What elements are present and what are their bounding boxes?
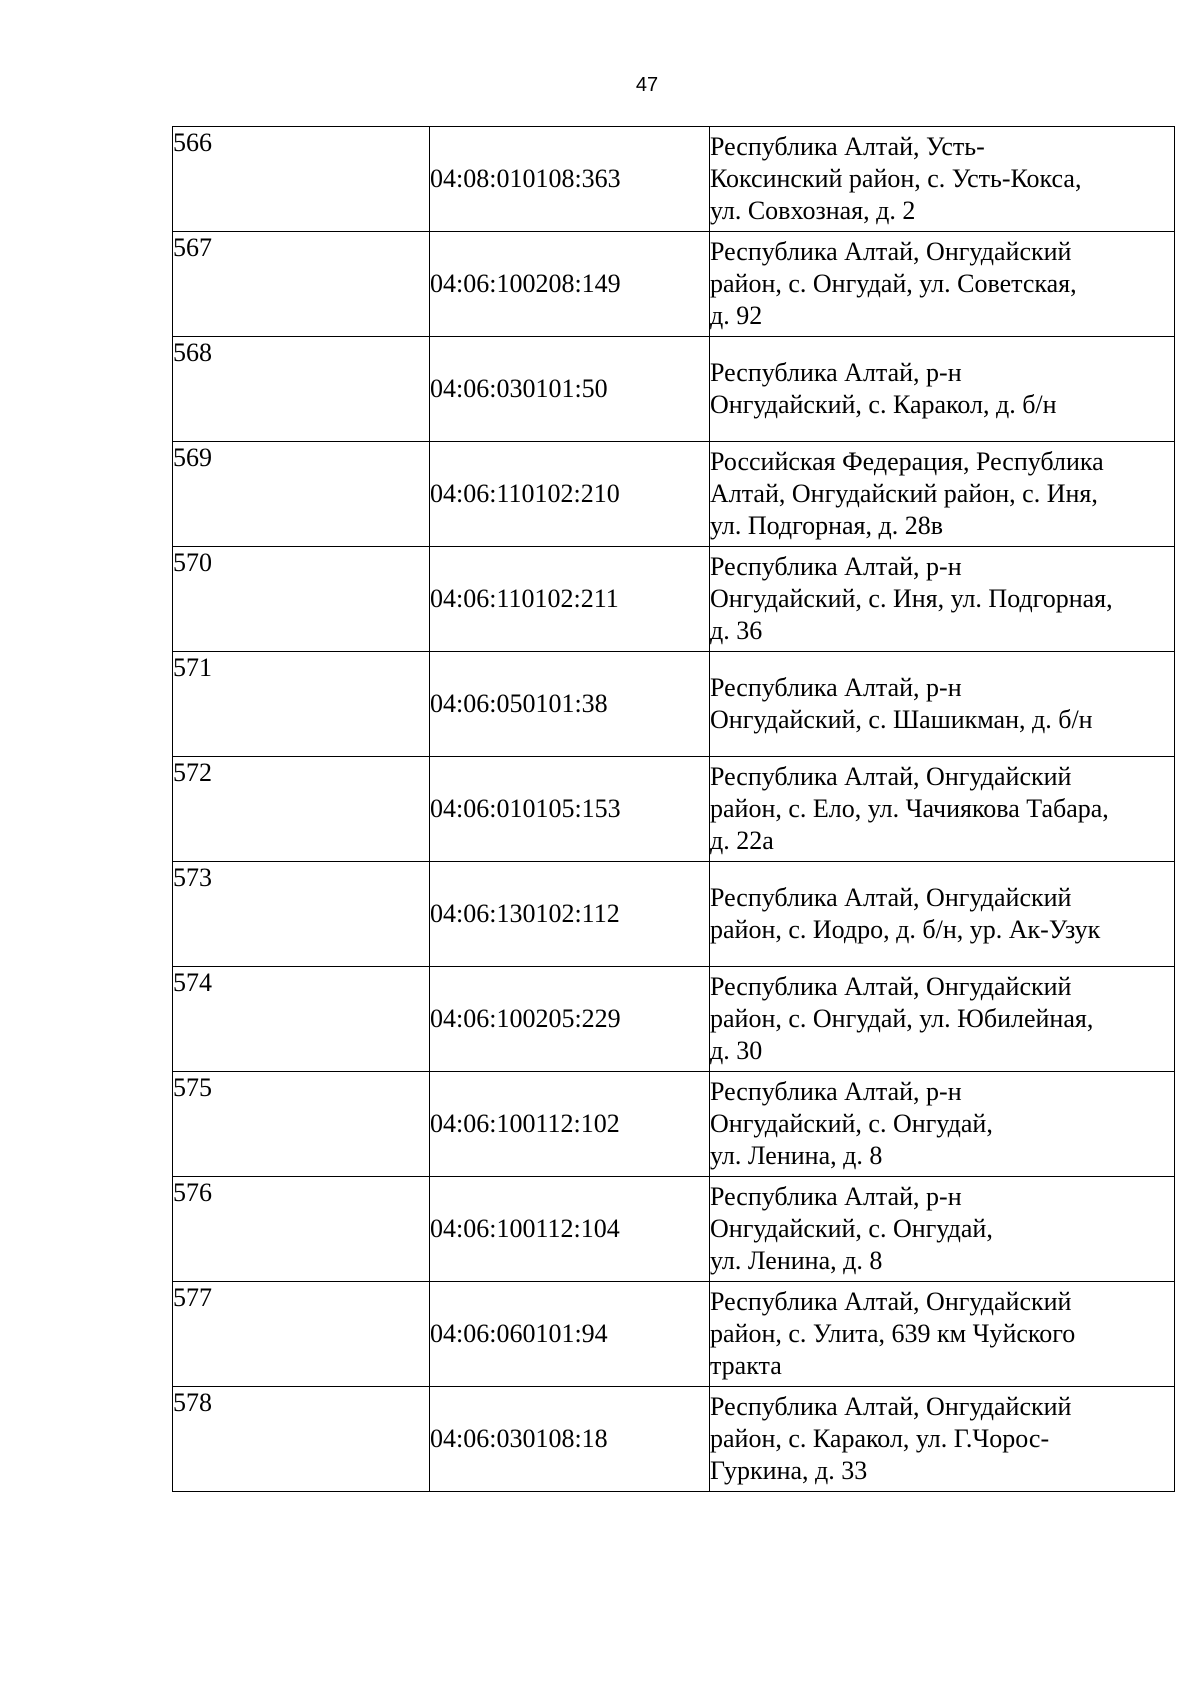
address-cell (710, 442, 1175, 547)
table-row (173, 967, 1175, 1072)
table-row (173, 232, 1175, 337)
table-row (173, 1177, 1175, 1282)
table-row (173, 547, 1175, 652)
address-text: Республика Алтай, р-н Онгудайский, с. Онгудай, ул. Ленина, д. 8 (710, 1077, 993, 1170)
row-number-cell: 576 (173, 1177, 430, 1282)
page-number: 47 (635, 74, 659, 96)
address-cell (710, 1072, 1175, 1177)
row-number-cell: 575 (173, 1072, 430, 1177)
address-cell (710, 337, 1175, 442)
property-registry-table (172, 126, 1175, 1492)
address-text: Республика Алтай, р-н Онгудайский, с. Шашикман, д. б/н (710, 673, 1093, 734)
address-text: Республика Алтай, р-н Онгудайский, с. Иня, ул. Подгорная, д. 36 (710, 552, 1113, 645)
cadastral-number-cell: 04:06:110102:210 (430, 442, 710, 547)
address-cell (710, 127, 1175, 232)
row-number-cell: 566 (173, 127, 430, 232)
table-row (173, 1387, 1175, 1492)
row-number-cell: 572 (173, 757, 430, 862)
address-text: Республика Алтай, Онгудайский район, с. Онгудай, ул. Юбилейная, д. 30 (710, 972, 1094, 1065)
address-cell (710, 1282, 1175, 1387)
row-number-cell: 567 (173, 232, 430, 337)
table-row (173, 337, 1175, 442)
row-number-cell: 574 (173, 967, 430, 1072)
table-row (173, 127, 1175, 232)
cadastral-number-cell: 04:06:010105:153 (430, 757, 710, 862)
address-cell (710, 232, 1175, 337)
cadastral-number-cell: 04:06:100112:104 (430, 1177, 710, 1282)
table-row (173, 1072, 1175, 1177)
address-text: Республика Алтай, Онгудайский район, с. Ело, ул. Чачиякова Табара, д. 22а (710, 762, 1109, 855)
address-cell (710, 547, 1175, 652)
table-row (173, 652, 1175, 757)
address-cell (710, 757, 1175, 862)
row-number-cell: 571 (173, 652, 430, 757)
table-row (173, 442, 1175, 547)
address-text: Республика Алтай, р-н Онгудайский, с. Каракол, д. б/н (710, 358, 1057, 419)
table-row (173, 1282, 1175, 1387)
cadastral-number-cell: 04:06:100208:149 (430, 232, 710, 337)
address-text: Республика Алтай, Усть- Коксинский район, с. Усть-Кокса, ул. Совхозная, д. 2 (710, 132, 1082, 225)
cadastral-number-cell: 04:06:100205:229 (430, 967, 710, 1072)
address-text: Республика Алтай, Онгудайский район, с. Улита, 639 км Чуйского тракта (710, 1287, 1076, 1380)
row-number-cell: 577 (173, 1282, 430, 1387)
cadastral-number-cell: 04:06:030108:18 (430, 1387, 710, 1492)
row-number-cell: 578 (173, 1387, 430, 1492)
table-row (173, 862, 1175, 967)
row-number-cell: 569 (173, 442, 430, 547)
address-cell (710, 862, 1175, 967)
table-row (173, 757, 1175, 862)
row-number-cell: 573 (173, 862, 430, 967)
address-text: Республика Алтай, Онгудайский район, с. Иодро, д. б/н, ур. Ак-Узук (710, 883, 1101, 944)
address-cell (710, 967, 1175, 1072)
cadastral-number-cell: 04:06:100112:102 (430, 1072, 710, 1177)
address-cell (710, 652, 1175, 757)
row-number-cell: 568 (173, 337, 430, 442)
cadastral-number-cell: 04:06:050101:38 (430, 652, 710, 757)
cadastral-number-cell: 04:06:060101:94 (430, 1282, 710, 1387)
row-number-cell: 570 (173, 547, 430, 652)
address-text: Республика Алтай, р-н Онгудайский, с. Онгудай, ул. Ленина, д. 8 (710, 1182, 993, 1275)
address-cell (710, 1177, 1175, 1282)
cadastral-number-cell: 04:06:130102:112 (430, 862, 710, 967)
cadastral-number-cell: 04:08:010108:363 (430, 127, 710, 232)
cadastral-number-cell: 04:06:030101:50 (430, 337, 710, 442)
address-text: Российская Федерация, Республика Алтай, Онгудайский район, с. Иня, ул. Подгорная, д. 28в (710, 447, 1104, 540)
cadastral-number-cell: 04:06:110102:211 (430, 547, 710, 652)
address-cell (710, 1387, 1175, 1492)
address-text: Республика Алтай, Онгудайский район, с. Онгудай, ул. Советская, д. 92 (710, 237, 1077, 330)
address-text: Республика Алтай, Онгудайский район, с. Каракол, ул. Г.Чорос- Гуркина, д. 33 (710, 1392, 1072, 1485)
